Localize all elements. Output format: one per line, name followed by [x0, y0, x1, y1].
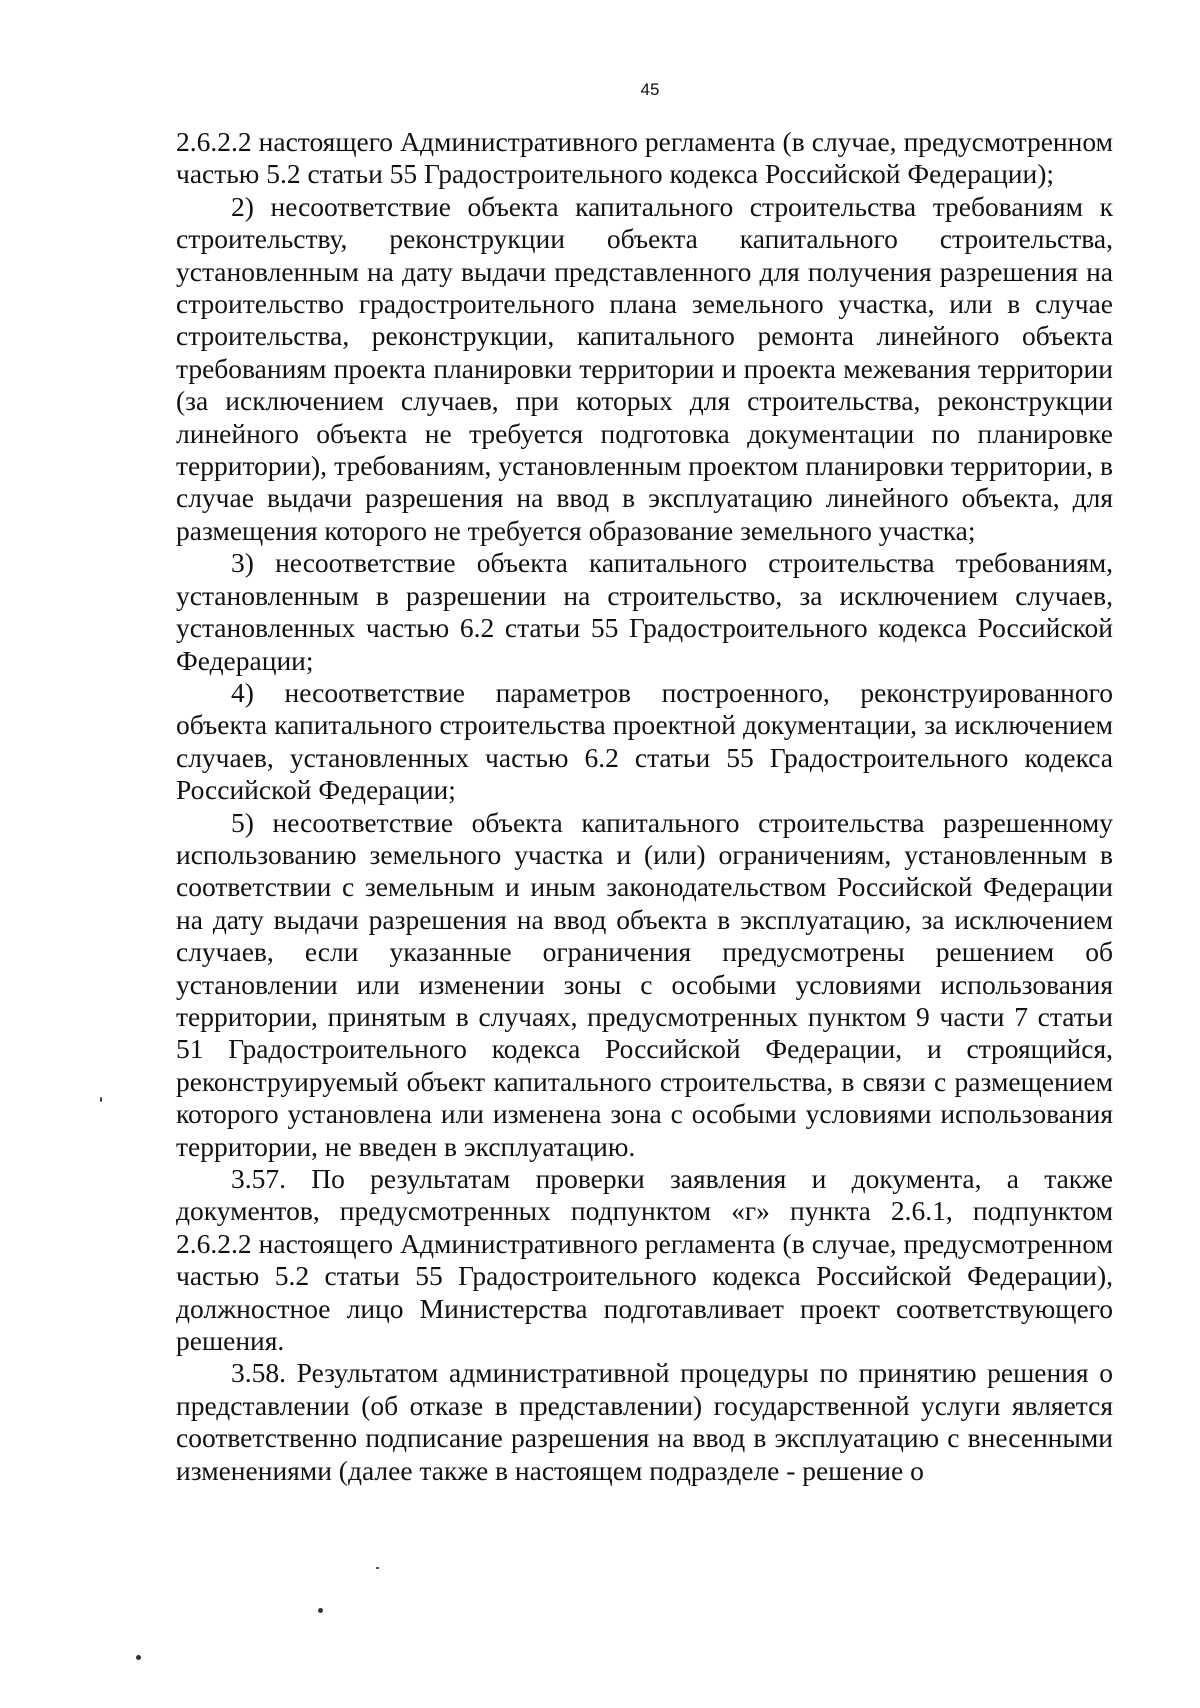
- paragraph-section-3-58: 3.58. Результатом административной процедуры по принятию решения о представлении (об отказе в представлении) государственной услуги является соответственно подписание разрешения на ввод в эксплуатацию с внесенными изменениями (далее также в настоящем подразделе - решение о: [176, 1357, 1113, 1486]
- paragraph-item-3: 3) несоответствие объекта капитального строительства требованиям, установленным в разрешении на строительство, за исключением случаев, установленных частью 6.2 статьи 55 Градостроительного кодекса Российской Федерации;: [176, 547, 1113, 676]
- scan-speck: [318, 1608, 323, 1613]
- page-number: 45: [640, 80, 660, 99]
- paragraph-item-2: 2) несоответствие объекта капитального строительства требованиям к строительству, реконструкции объекта капитального строительства, установленным на дату выдачи представленного для получения разрешения на строительство градостроительного плана земельного участка, или в случае строительства, реконструкции, капитального ремонта линейного объекта требованиям проекта планировки территории и проекта межевания территории (за исключением случаев, при которых для строительства, реконструкции линейного объекта не требуется подготовка документации по планировке территории), требованиям, установленным проектом планировки территории, в случае выдачи разрешения на ввод в эксплуатацию линейного объекта, для размещения которого не требуется образование земельного участка;: [176, 190, 1113, 546]
- document-body: [176, 126, 1113, 1487]
- scan-speck: [136, 1655, 141, 1660]
- paragraph-item-4: 4) несоответствие параметров построенного, реконструированного объекта капитального строительства проектной документации, за исключением случаев, установленных частью 6.2 статьи 55 Градостроительного кодекса Российской Федерации;: [176, 676, 1113, 806]
- paragraph-section-3-57: 3.57. По результатам проверки заявления и документа, а также документов, предусмотренных подпунктом «г» пункта 2.6.1, подпунктом 2.6.2.2 настоящего Административного регламента (в случае, предусмотренном частью 5.2 статьи 55 Градостроительного кодекса Российской Федерации), должностное лицо Министерства подготавливает проект соответствующего решения.: [176, 1163, 1113, 1357]
- paragraph-item-5: 5) несоответствие объекта капитального строительства разрешенному использованию земельного участка и (или) ограничениям, установленным в соответствии с земельным и иным законодательством Российской Федерации на дату выдачи разрешения на ввод объекта в эксплуатацию, за исключением случаев, если указанные ограничения предусмотрены решением об установлении или изменении зоны с особыми условиями использования территории, принятым в случаях, предусмотренных пунктом 9 части 7 статьи 51 Градостроительного кодекса Российской Федерации, и строящийся, реконструируемый объект капитального строительства, в связи с размещением которого установлена или изменена зона с особыми условиями использования территории, не введен в эксплуатацию.: [176, 806, 1113, 1162]
- scan-speck: [376, 1567, 379, 1569]
- scan-speck: [100, 1097, 102, 1102]
- paragraph-continuation: 2.6.2.2 настоящего Административного регламента (в случае, предусмотренном частью 5.2 статьи 55 Градостроительного кодекса Российской Федерации);: [176, 126, 1113, 190]
